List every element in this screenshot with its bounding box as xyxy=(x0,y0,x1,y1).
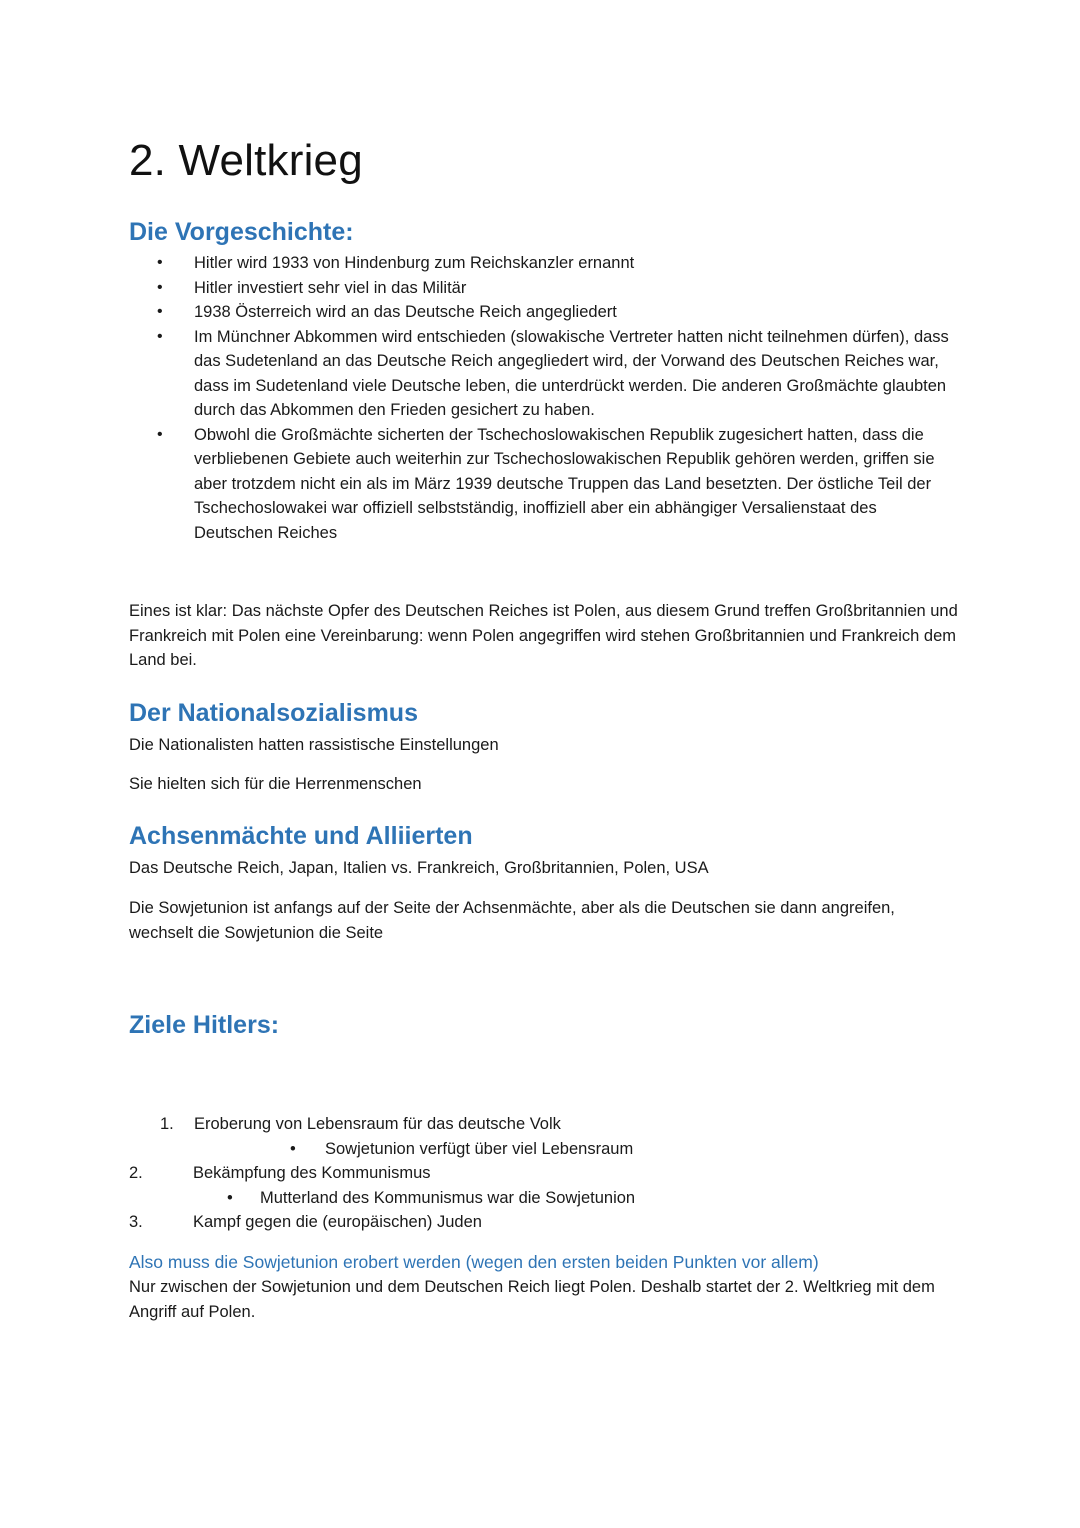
bullet-icon: • xyxy=(290,1140,296,1158)
list-item xyxy=(129,300,949,325)
bullet-icon: • xyxy=(157,254,163,271)
nationalsozialismus-line: Sie hielten sich für die Herrenmenschen xyxy=(129,775,422,793)
nationalsozialismus-line: Die Nationalisten hatten rassistische Einstellungen xyxy=(129,736,499,754)
goal-number: 2. xyxy=(129,1164,143,1182)
vorgeschichte-bullet-list xyxy=(129,251,949,545)
ziele-conclusion: Nur zwischen der Sowjetunion und dem Deutschen Reich liegt Polen. Deshalb startet der 2. Weltkrieg mit dem Angriff auf Polen. xyxy=(129,1278,935,1321)
list-item-text: 1938 Österreich wird an das Deutsche Reich angegliedert xyxy=(194,303,617,321)
achsenmaechte-line: Die Sowjetunion ist anfangs auf der Seite der Achsenmächte, aber als die Deutschen sie dann angreifen, wechselt die Sowjetunion die Seite xyxy=(129,899,895,942)
bullet-icon: • xyxy=(227,1189,233,1207)
heading-vorgeschichte: Die Vorgeschichte: xyxy=(129,218,354,246)
goal-number: 1. xyxy=(160,1115,174,1133)
bullet-icon: • xyxy=(157,425,163,443)
heading-ziele: Ziele Hitlers: xyxy=(129,1011,280,1039)
list-item-text: Obwohl die Großmächte sicherten der Tschechoslowakischen Republik zugesichert hatten, dass die verbliebenen Gebiete auch weiterhin zur Tschechoslowakischen Republik gehören werden, griffen sie aber trotzdem nicht ein als im März 1939 deutsche Truppen das Land besetzten. Der östliche Teil der Tschechoslowakei war offiziell selbstständig, inoffiziell aber ein abhängiger Versalienstaat des Deutschen Reiches xyxy=(194,425,935,542)
ziele-highlight: Also muss die Sowjetunion erobert werden (wegen den ersten beiden Punkten vor allem) xyxy=(129,1252,819,1272)
goal-text: Kampf gegen die (europäischen) Juden xyxy=(193,1213,482,1231)
bullet-icon: • xyxy=(157,278,163,296)
goal-number: 3. xyxy=(129,1213,143,1231)
bullet-icon: • xyxy=(157,303,163,320)
list-item xyxy=(129,276,949,301)
list-item xyxy=(129,251,949,276)
list-item xyxy=(129,423,949,546)
bullet-icon: • xyxy=(157,327,163,345)
list-item-text: Hitler wird 1933 von Hindenburg zum Reichskanzler ernannt xyxy=(194,254,635,272)
goal-sub-text: Mutterland des Kommunismus war die Sowjetunion xyxy=(260,1189,636,1207)
achsenmaechte-line: Das Deutsche Reich, Japan, Italien vs. Frankreich, Großbritannien, Polen, USA xyxy=(129,859,709,877)
heading-achsenmaechte: Achsenmächte und Alliierten xyxy=(129,822,473,850)
list-item-text: Im Münchner Abkommen wird entschieden (slowakische Vertreter hatten nicht teilnehmen dürfen), dass das Sudetenland an das Deutsche Reich angegliedert wird, der Vorwand des Deutschen Reiches war, dass im Sudetenland viele Deutsche leben, die unterdrückt werden. Die anderen Großmächte glaubten durch das Abkommen den Frieden gesichert zu haben. xyxy=(194,327,949,419)
list-item-text: Hitler investiert sehr viel in das Militär xyxy=(194,278,467,297)
page-title: 2. Weltkrieg xyxy=(129,136,363,185)
goal-sub-text: Sowjetunion verfügt über viel Lebensraum xyxy=(325,1140,634,1158)
vorgeschichte-paragraph: Eines ist klar: Das nächste Opfer des Deutschen Reiches ist Polen, aus diesem Grund treffen Großbritannien und Frankreich mit Polen eine Vereinbarung: wenn Polen angegriffen wird stehen Großbritannien und Frankreich dem Land bei. xyxy=(129,602,958,669)
goal-text: Bekämpfung des Kommunismus xyxy=(193,1164,431,1182)
list-item xyxy=(129,325,949,423)
heading-nationalsozialismus: Der Nationalsozialismus xyxy=(129,699,418,727)
goal-text: Eroberung von Lebensraum für das deutsche Volk xyxy=(194,1115,561,1133)
